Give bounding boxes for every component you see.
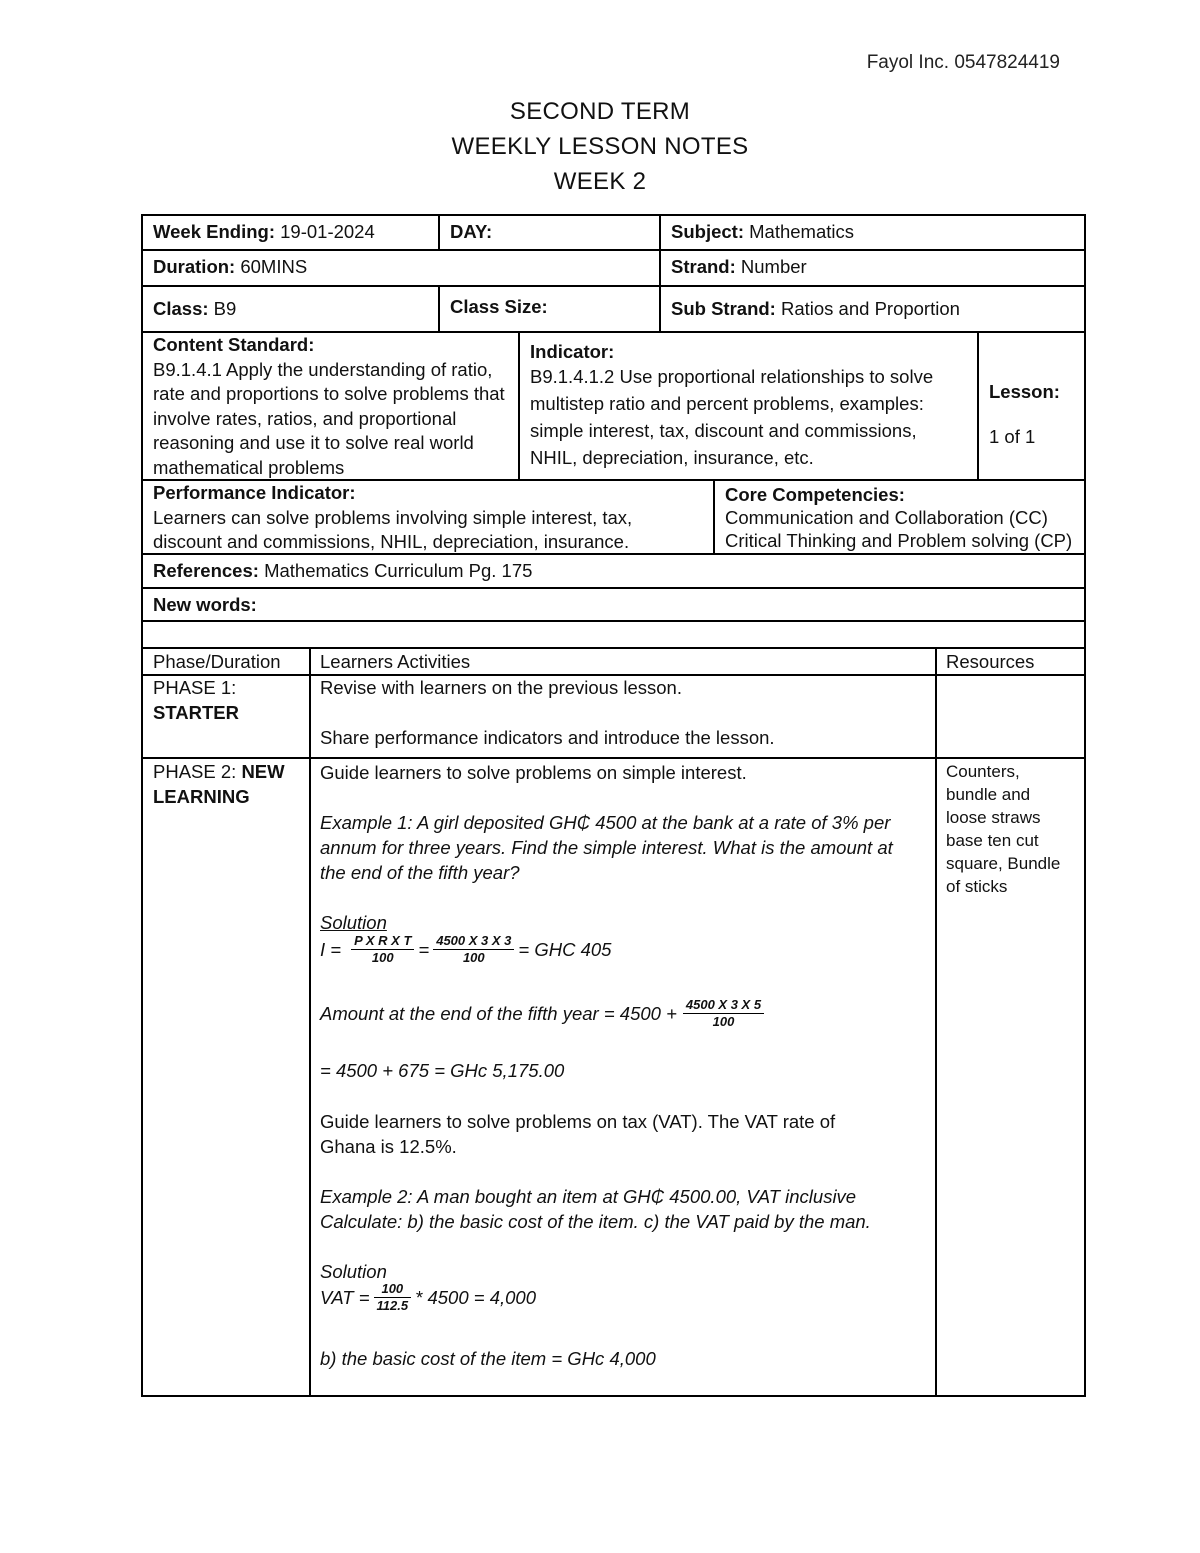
phase1-name: STARTER xyxy=(153,702,239,723)
performance-indicator-label: Performance Indicator: xyxy=(153,482,356,503)
simple-interest-equation xyxy=(320,933,611,966)
phase1-prefix: PHASE 1: xyxy=(153,677,237,698)
eq1-f1-den: 100 xyxy=(371,950,394,965)
duration-cell xyxy=(143,251,659,285)
solution1-label: Solution xyxy=(320,912,387,933)
eq1-f1-num: P X R X T xyxy=(351,933,414,950)
week-ending-value: 19-01-2024 xyxy=(280,221,375,242)
resource-line: loose straws xyxy=(946,808,1041,827)
company-contact: Fayol Inc. 0547824419 xyxy=(866,52,1060,73)
phase-col-divider xyxy=(309,649,311,1395)
amount-result: = 4500 + 675 = GHc 5,175.00 xyxy=(320,1060,565,1081)
standards-row xyxy=(141,331,1086,481)
duration-value: 60MINS xyxy=(240,256,308,277)
resource-line: Counters, xyxy=(946,762,1020,781)
basic-cost: b) the basic cost of the item = GHc 4,000 xyxy=(320,1348,656,1369)
lesson-label: Lesson: xyxy=(989,381,1060,402)
resource-line: bundle and xyxy=(946,785,1031,804)
core-competency-2: Critical Thinking and Problem solving (CP) xyxy=(725,530,1073,551)
performance-row xyxy=(141,479,1086,555)
class-size-label: Class Size: xyxy=(450,296,548,317)
strand-value: Number xyxy=(740,256,807,277)
references-value: Mathematics Curriculum Pg. 175 xyxy=(264,560,533,581)
eq1-lhs: I = xyxy=(320,939,342,960)
eq1-fraction-2 xyxy=(433,933,514,966)
phase2-prefix: PHASE 2: xyxy=(153,761,237,782)
week-ending-label: Week Ending: xyxy=(153,221,275,242)
day-cell xyxy=(438,216,659,249)
col-header-activities: Learners Activities xyxy=(320,651,471,672)
resources-col-divider xyxy=(935,649,937,1395)
resource-line: of sticks xyxy=(946,877,1008,896)
class-label: Class: xyxy=(153,298,209,319)
strand-label: Strand: xyxy=(671,256,736,277)
spacer-row xyxy=(141,620,1086,649)
info-row-week xyxy=(141,214,1086,251)
example2-line: Calculate: b) the basic cost of the item. c) the VAT paid by the man. xyxy=(320,1211,871,1232)
strand-cell xyxy=(659,251,1084,285)
duration-label: Duration: xyxy=(153,256,236,277)
example1-line: the end of the fifth year? xyxy=(320,862,520,883)
vat-fraction xyxy=(374,1281,412,1314)
new-words-label: New words: xyxy=(153,594,257,615)
eq1-f2-den: 100 xyxy=(462,950,485,965)
solution2-label: Solution xyxy=(320,1261,387,1282)
references-label: References: xyxy=(153,560,259,581)
vat-f-den: 112.5 xyxy=(376,1298,409,1313)
title-term: SECOND TERM xyxy=(509,98,691,125)
resource-line: square, Bundle xyxy=(946,854,1061,873)
references-row xyxy=(141,553,1086,589)
example1 xyxy=(320,810,893,885)
new-words-row xyxy=(141,587,1086,622)
phase2-name-a: NEW xyxy=(241,761,285,782)
class-cell xyxy=(143,287,438,331)
vat-intro-line: Ghana is 12.5%. xyxy=(320,1136,457,1157)
new-words-cell xyxy=(143,589,1084,620)
performance-indicator-cell xyxy=(143,481,713,553)
example2 xyxy=(320,1184,871,1234)
phase1-label xyxy=(153,675,239,725)
performance-indicator-text: Learners can solve problems involving simple interest, tax, discount and commissions, NHIL, depreciation, insurance. xyxy=(153,506,633,552)
phase2-label xyxy=(153,759,285,809)
amount-lhs: Amount at the end of the fifth year = 4500 + xyxy=(320,1003,677,1024)
vat-f-num: 100 xyxy=(374,1281,412,1298)
vat-intro xyxy=(320,1109,835,1159)
info-row-class xyxy=(141,285,1086,333)
vat-intro-line: Guide learners to solve problems on tax (VAT). The VAT rate of xyxy=(320,1111,836,1132)
example1-line: annum for three years. Find the simple interest. What is the amount at xyxy=(320,837,893,858)
indicator-label: Indicator: xyxy=(530,341,615,362)
core-competencies-label: Core Competencies: xyxy=(725,484,905,505)
example1-line: Example 1: A girl deposited GH₵ 4500 at the bank at a rate of 3% per xyxy=(320,812,891,833)
amount-f-num: 4500 X 3 X 5 xyxy=(683,997,764,1014)
phase2-intro: Guide learners to solve problems on simple interest. xyxy=(320,762,747,783)
document-titles xyxy=(0,94,1200,199)
sub-strand-label: Sub Strand: xyxy=(671,298,776,319)
amount-fraction xyxy=(683,997,764,1030)
indicator-text: B9.1.4.1.2 Use proportional relationships to solve multistep ratio and percent problems, examples: simple interest, tax, discount and commissions, NHIL, depreciation, insurance, etc. xyxy=(530,366,934,468)
eq1-equals: = xyxy=(418,939,430,960)
sub-strand-value: Ratios and Proportion xyxy=(780,298,960,319)
phase1-activity-2: Share performance indicators and introduce the lesson. xyxy=(320,727,775,748)
vat-equation xyxy=(320,1281,536,1314)
core-competencies-cell xyxy=(713,481,1084,553)
core-competency-1: Communication and Collaboration (CC) xyxy=(725,507,1048,528)
amount-f-den: 100 xyxy=(712,1014,735,1029)
title-notes: WEEKLY LESSON NOTES xyxy=(451,133,749,160)
content-standard-cell xyxy=(143,333,518,479)
content-standard-label: Content Standard: xyxy=(153,334,315,355)
vat-eq-lhs: VAT = xyxy=(320,1287,370,1308)
phase1-activity-1: Revise with learners on the previous lesson. xyxy=(320,677,682,698)
day-label: DAY: xyxy=(450,221,493,242)
class-size-cell xyxy=(438,287,659,331)
content-standard-text: B9.1.4.1 Apply the understanding of ratio, rate and proportions to solve problems that involve rates, ratios, and proportional reasoning and use it to solve real world mathematical problems xyxy=(153,358,505,478)
subject-label: Subject: xyxy=(671,221,744,242)
class-value: B9 xyxy=(213,298,237,319)
phase2-resources xyxy=(946,760,1060,898)
subject-cell xyxy=(659,216,1084,249)
info-row-duration xyxy=(141,249,1086,287)
col-header-resources: Resources xyxy=(946,651,1035,672)
lesson-value: 1 of 1 xyxy=(989,426,1036,447)
sub-strand-cell xyxy=(659,287,1084,331)
references-cell xyxy=(143,555,1084,587)
resource-line: base ten cut xyxy=(946,831,1039,850)
indicator-cell xyxy=(518,333,977,479)
phase-table xyxy=(141,647,1086,1397)
eq1-rhs: = GHC 405 xyxy=(518,939,612,960)
lesson-cell xyxy=(977,333,1084,479)
eq1-fraction-1 xyxy=(351,933,414,966)
title-week: WEEK 2 xyxy=(553,168,647,195)
eq1-f2-num: 4500 X 3 X 3 xyxy=(433,933,514,950)
week-ending-cell xyxy=(143,216,438,249)
subject-value: Mathematics xyxy=(749,221,854,242)
phase2-name-b: LEARNING xyxy=(153,786,250,807)
amount-equation xyxy=(320,997,768,1030)
vat-eq-rhs: * 4500 = 4,000 xyxy=(415,1287,536,1308)
col-header-phase: Phase/Duration xyxy=(153,651,281,672)
example2-line: Example 2: A man bought an item at GH₵ 4500.00, VAT inclusive xyxy=(320,1186,857,1207)
